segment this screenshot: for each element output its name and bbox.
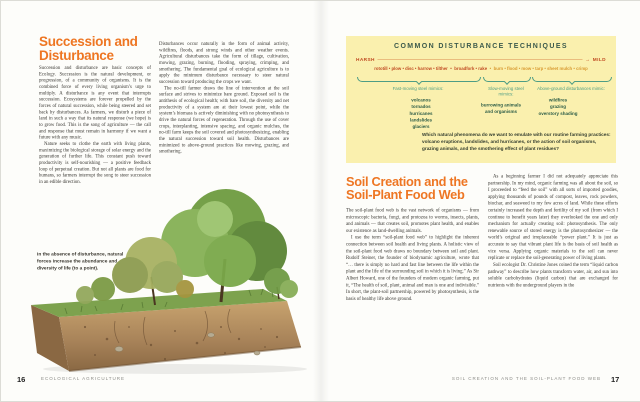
page-number-right: 17 [611,375,620,384]
mimic-label-2: Slow-moving steel mimics: [488,86,524,97]
heading-line: Soil Creation and the [346,174,468,189]
body-paragraph: The soil-plant food web is the vast network of organisms — from microscopic bacteria, fungi, and protozoa to worms, insects, plants, and animals — that creates soil, promotes plant health, and enables our existence as land-dwelling animals. [346,207,479,234]
techniques-group-medium: broadfork • rake [454,66,488,71]
mimic-item: tornados [411,104,431,110]
mimic-item: overstory shading [538,110,578,116]
bullet-separator: • [450,66,452,71]
page-title-right [346,175,491,201]
body-paragraph: Soil ecologist Dr. Christine Jones coined the term “liquid carbon pathway” to describe how plants transform water, air, and sun into soluble carbohydrates (liquid carbon) that are exchanged for nutrients with the underground players in the [488,261,618,288]
page-title-left [39,35,159,63]
bracket-group-1 [357,77,481,82]
box-title: COMMON DISTURBANCE TECHNIQUES [394,43,568,50]
forest-soil-illustration [25,181,309,375]
harsh-mild-scale [356,57,606,65]
mimic-item: hurricanes [409,110,433,116]
body-paragraph: Disturbances occur naturally in the form of animal activity, wildfires, floods, and strong winds and other weather events. Agricultural disturbances take the form of tillage, cultivation, mowing, grazing, burning, flooding, spraying, crimping, and smothering. The fundamental goal of ecological agriculture is to apply the minimum disturbance necessary to steer natural succession toward producing the crops we want. [159,41,289,85]
mimic-item: grazing [549,104,566,110]
body-paragraph: I use the term “soil-plant food web” to highlight the inherent connection between soil health and living plants. A holistic view of the soil-plant food web draws no boundary between soil and plant. Rudolf Steiner, the founder of biodynamic agriculture, wrote that “… there is simply no hard and fast line between the life within the plant and the life of the surrounding soil in which it is living.” As Sir Albert Howard, one of the founders of modern organic farming, put it, “The health of soil, plant, animal and man is one and indivisible.” In short, the plant-soil partnership, powered by photosynthesis, is the basis of healthy life above ground. [346,234,479,302]
techniques-group-harsh: rototill • plow • disc • harrow • tilther [374,66,448,71]
mimic-item: glaciers [412,124,430,130]
page-right [321,1,640,401]
bracket-group-3 [532,77,612,82]
heading-line: Succession and [39,34,138,49]
mimic-item: volcanos [411,97,431,103]
body-paragraph: As a beginning farmer I did not adequately appreciate this partnership. In my mind, organic farming was all about the soil, so I proceeded to “feed the soil” with all sorts of imported goodies, applying thousands of pounds of compost, leaves, rock powders, biochar, and seaweed to my few acres of land. While these efforts certainly increased the depth and fertility of my soil (from which I continue to benefit years later) they overlooked the one and only mechanism for actually creating soil: photosynthesis. The only renewable source of stored energy is the photosynthesizer — the world’s original and irreplaceable “power plant.” It is just as accurate to say that vibrant plant life is the basis of soil health as vice versa. Applying organic materials to the soil can never replicate or replace the soil-generating power of living plants. [488,173,618,261]
scale-label-mild: MILD [592,57,606,63]
right-column-1 [346,207,479,357]
heading-line: Soil-Plant Food Web [346,187,465,203]
scale-line [377,60,582,61]
left-column-2 [159,41,289,186]
page-left [1,1,321,401]
running-footer-right: SOIL CREATION AND THE SOIL-PLANT FOOD WEB [451,376,601,381]
body-paragraph: Succession and disturbance are basic concepts of Ecology. Succession is the natural development, or progression, of a community of organisms. It is the combined force of every living organism’s urge to multiply. A disturbance is any event that interrupts succession. Ecosystems are forever propelled by the forces of natural succession, while being steered and set back by disturbances. As farmers, we disturb a piece of land in such a way that its natural response (we hope) is to grow food. This is the song of agriculture — the call and response that must remain in harmony if we want a future with any music. [39,65,151,141]
illustration-caption: In the absence of disturbance, natural forces increase the abundance and diversity of life (to a point). [37,251,124,271]
box-question: Which natural phenomena do we want to emulate with our routine farming practices: volcano eruptions, landslides, and hurricanes, or the action of soil organisms, grazing animals, and the smothering effect of plant residues? [422,131,611,152]
disturbance-techniques-box [346,36,616,163]
mimic-item: and organisms [484,109,517,115]
mimic-item: wildfires [548,97,568,103]
mimic-item: landslides [409,117,432,123]
arrow-right-icon: → [585,57,591,63]
mimic-label-1: Fast-moving steel mimics: [392,86,444,91]
techniques-group-mild: burn • flood • mow • tarp • sheet mulch • crimp [493,66,588,71]
body-paragraph: The no-till farmer draws the line of intervention at the soil surface and strives to minimize bare ground. Exposed soil is the antithesis of ecological health; with bare soil, the diversity and net productivity of a system are at their lowest point, while the system’s biomass is actively diminishing with no photosynthesis to drive the natural forces of regeneration. Through the use of cover crops, interplanting, intensive spacing, and organic mulches, the no-till farm keeps the soil covered and photosynthesizing, enabling the natural succession toward soil health. Disturbances are minimized to above-ground practices like mowing, grazing, and smothering. [159,85,289,155]
body-paragraph: Nature seeks to clothe the earth with living plants, maximizing the biological storage of solar energy and the generation of further life. This constant push toward productivity is self-nourishing — a positive feedback loop of perpetual creation. But not all plants are food for humans, so farmers interrupt the song to steer succession in an edible direction. [39,140,151,185]
forest-soil-art [25,181,309,375]
heading-line: Disturbance [39,47,114,63]
page-number-left: 16 [17,375,26,384]
bracket-group-2 [483,77,531,82]
running-footer-left: ECOLOGICAL AGRICULTURE [41,376,126,381]
right-column-2 [488,173,618,358]
mimic-item: burrowing animals [480,102,521,108]
bullet-separator: • [489,66,492,71]
mimic-label-3: Above-ground disturbances mimic: [537,86,605,91]
techniques-row [354,66,608,74]
scale-label-harsh: HARSH [356,57,375,63]
